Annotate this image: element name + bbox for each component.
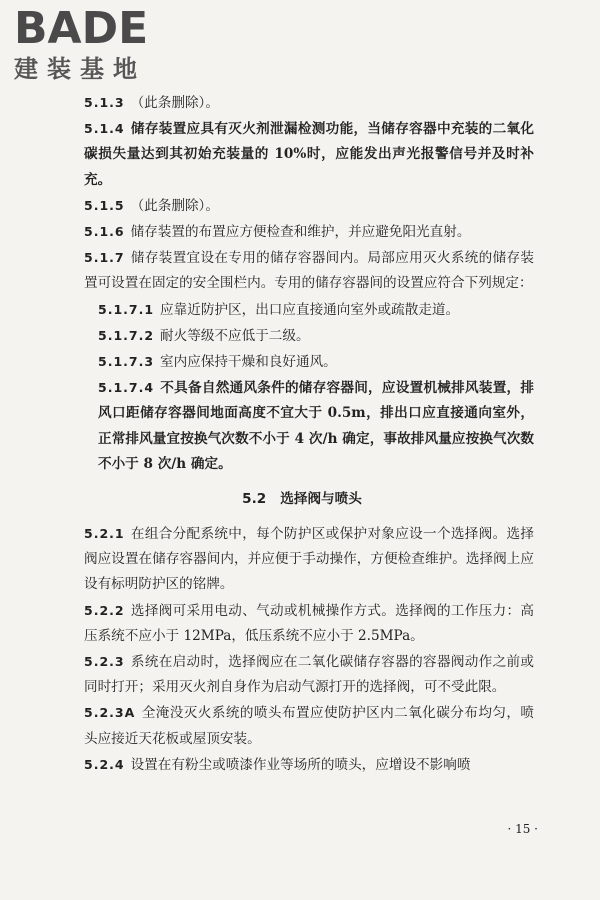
clause-5-1-7-1	[70, 297, 534, 323]
section-number: 5.2	[242, 491, 267, 508]
clause-number: 5.1.3	[84, 95, 125, 110]
clause-5-1-5	[70, 193, 534, 219]
clause-text: 设置在有粉尘或喷漆作业等场所的喷头，应增设不影响喷	[130, 756, 471, 773]
clause-number: 5.1.4	[84, 121, 125, 137]
clause-number: 5.2.3	[84, 654, 125, 670]
clause-number: 5.2.3A	[84, 705, 136, 721]
clause-5-1-3	[70, 90, 534, 116]
clause-text: 应靠近防护区，出口应直接通向室外或疏散走道。	[160, 301, 460, 318]
clause-text: 系统在启动时，选择阀应在二氧化碳储存容器的容器阀动作之前或同时打开；采用灭火剂自身作为启动气源打开的选择阀，可不受此限。	[84, 654, 534, 696]
section-title: 选择阀与喷头	[280, 491, 362, 508]
clause-number: 5.1.7.1	[98, 301, 155, 317]
clause-5-2-1	[70, 521, 534, 598]
clause-number: 5.1.6	[84, 224, 125, 240]
clause-5-2-2	[70, 598, 534, 649]
clause-text: 在组合分配系统中，每个防护区或保护对象应设一个选择阀。选择阀应设置在储存容器间内，并应便于手动操作，方便检查维护。选择阀上应设有标明防护区的铭牌。	[84, 526, 534, 593]
clause-text: 选择阀可采用电动、气动或机械操作方式。选择阀的工作压力：高压系统不应小于 12MPa，低压系统不应小于 2.5MPa。	[84, 602, 534, 644]
clause-number: 5.1.7.4	[98, 380, 155, 396]
clause-number: 5.1.7.3	[98, 354, 155, 370]
document-body	[70, 90, 534, 778]
clause-text: 室内应保持干燥和良好通风。	[160, 354, 337, 371]
clause-text: （此条删除）。	[130, 197, 219, 214]
clause-text: 耐火等级不应低于二级。	[160, 327, 310, 344]
logo-subtitle: 建装基地	[14, 55, 146, 83]
clause-5-1-7-2	[70, 323, 534, 349]
clause-5-2-4	[70, 752, 534, 778]
clause-5-2-3a	[70, 700, 534, 751]
clause-number: 5.2.2	[84, 602, 125, 618]
clause-number: 5.1.7.2	[98, 327, 155, 343]
section-heading	[70, 485, 534, 513]
clause-text: （此条删除）。	[130, 95, 219, 111]
clause-text: 不具备自然通风条件的储存容器间，应设置机械排风装置，排风口距储存容器间地面高度不宜大于 0.5m，排出口应直接通向室外，正常排风量宜按换气次数不小于 4 次/h 确定，事故排风量应按换气次数不小于 8 次/h 确定。	[98, 380, 534, 472]
clause-text: 储存装置宜设在专用的储存容器间内。局部应用灭火系统的储存装置可设置在固定的安全围栏内。专用的储存容器间的设置应符合下列规定：	[84, 250, 534, 292]
clause-number: 5.2.1	[84, 526, 125, 542]
logo-brand: BADE	[14, 3, 149, 54]
clause-text: 储存装置的布置应方便检查和维护，并应避免阳光直射。	[130, 224, 471, 241]
clause-5-1-4	[70, 116, 534, 193]
clause-5-2-3	[70, 649, 534, 700]
clause-5-1-6	[70, 219, 534, 245]
clause-5-1-7-4	[70, 375, 534, 477]
clause-5-1-7	[70, 245, 534, 296]
clause-5-1-7-3	[70, 349, 534, 375]
logo	[14, 3, 184, 83]
page-number: · 15 ·	[507, 822, 538, 836]
clause-number: 5.2.4	[84, 756, 125, 772]
clause-text: 储存装置应具有灭火剂泄漏检测功能，当储存容器中充装的二氧化碳损失量达到其初始充装量的 10%时，应能发出声光报警信号并及时补充。	[84, 121, 534, 188]
clause-number: 5.1.5	[84, 197, 125, 213]
clause-text: 全淹没灭火系统的喷头布置应使防护区内二氧化碳分布均匀，喷头应接近天花板或屋顶安装。	[84, 705, 534, 747]
clause-number: 5.1.7	[84, 250, 125, 266]
